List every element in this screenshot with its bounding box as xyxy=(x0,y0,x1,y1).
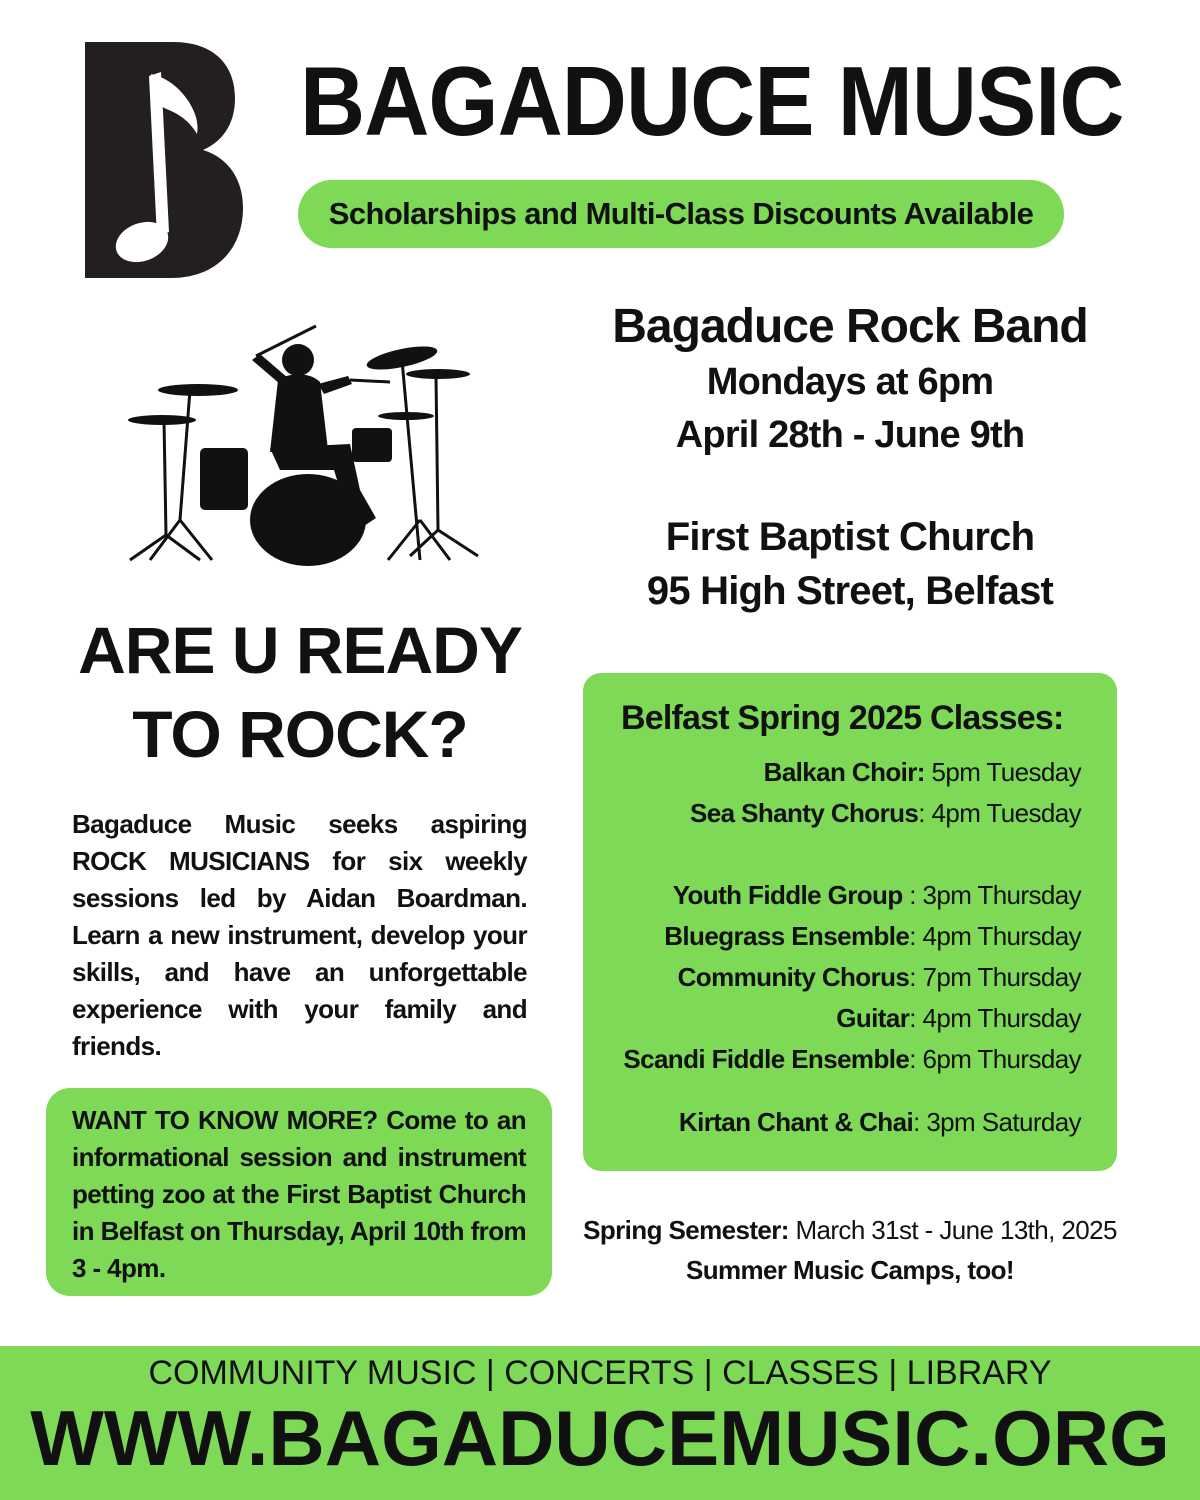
rock-band-title: Bagaduce Rock Band xyxy=(612,300,1088,353)
footer-banner xyxy=(0,1346,1200,1500)
classes-box xyxy=(583,673,1117,1171)
class-item: Sea Shanty Chorus: 4pm Tuesday xyxy=(690,798,1081,828)
venue xyxy=(590,510,1110,618)
semester-dates: March 31st - June 13th, 2025 xyxy=(788,1215,1117,1245)
tagline-pill xyxy=(298,180,1064,248)
semester-info xyxy=(570,1210,1130,1290)
ready-headline-line-1: ARE U READY xyxy=(78,613,522,687)
info-session-box xyxy=(46,1088,552,1296)
class-item: Bluegrass Ensemble: 4pm Thursday xyxy=(664,921,1081,951)
venue-address: 95 High Street, Belfast xyxy=(646,569,1054,613)
class-item: Balkan Choir: 5pm Tuesday xyxy=(763,757,1081,787)
website-url-link[interactable]: WWW.BAGADUCEMUSIC.ORG xyxy=(30,1394,1170,1482)
footer-categories: COMMUNITY MUSIC | CONCERTS | CLASSES | LIBRARY xyxy=(148,1354,1052,1392)
b-music-note-logo-icon xyxy=(85,42,243,278)
classes-title: Belfast Spring 2025 Classes: xyxy=(621,699,1064,737)
class-item: Community Chorus: 7pm Thursday xyxy=(677,962,1081,992)
tagline-text: Scholarships and Multi-Class Discounts Available xyxy=(328,196,1034,231)
drummer-silhouette-icon xyxy=(120,320,490,570)
ready-headline xyxy=(60,608,540,776)
ready-headline-line-2: TO ROCK? xyxy=(132,697,468,771)
class-item: Youth Fiddle Group : 3pm Thursday xyxy=(672,880,1081,910)
rock-band-schedule: Mondays at 6pm xyxy=(706,361,994,403)
venue-name: First Baptist Church xyxy=(665,515,1035,559)
class-item: Kirtan Chant & Chai: 3pm Saturday xyxy=(678,1107,1081,1137)
semester-label: Spring Semester: xyxy=(583,1215,789,1245)
info-session-text: WANT TO KNOW MORE? Come to an informational session and instrument petting zoo at the First Baptist Church in Belfast on Thursday, April 10th from 3 - 4pm. xyxy=(72,1105,526,1283)
program-description: Bagaduce Music seeks aspiring ROCK MUSICIANS for six weekly sessions led by Aidan Boardman. Learn a new instrument, develop your skills, and have an unforgettable experience with your family and friends. xyxy=(72,809,527,1061)
summer-camps-note: Summer Music Camps, too! xyxy=(686,1255,1014,1285)
class-item: Scandi Fiddle Ensemble: 6pm Thursday xyxy=(623,1044,1081,1074)
rock-band-dates: April 28th - June 9th xyxy=(675,414,1025,456)
rock-band-details xyxy=(590,298,1110,462)
brand-title: BAGADUCE MUSIC xyxy=(300,46,1124,156)
class-item: Guitar: 4pm Thursday xyxy=(836,1003,1081,1033)
semester-dates-line xyxy=(570,1210,1130,1250)
